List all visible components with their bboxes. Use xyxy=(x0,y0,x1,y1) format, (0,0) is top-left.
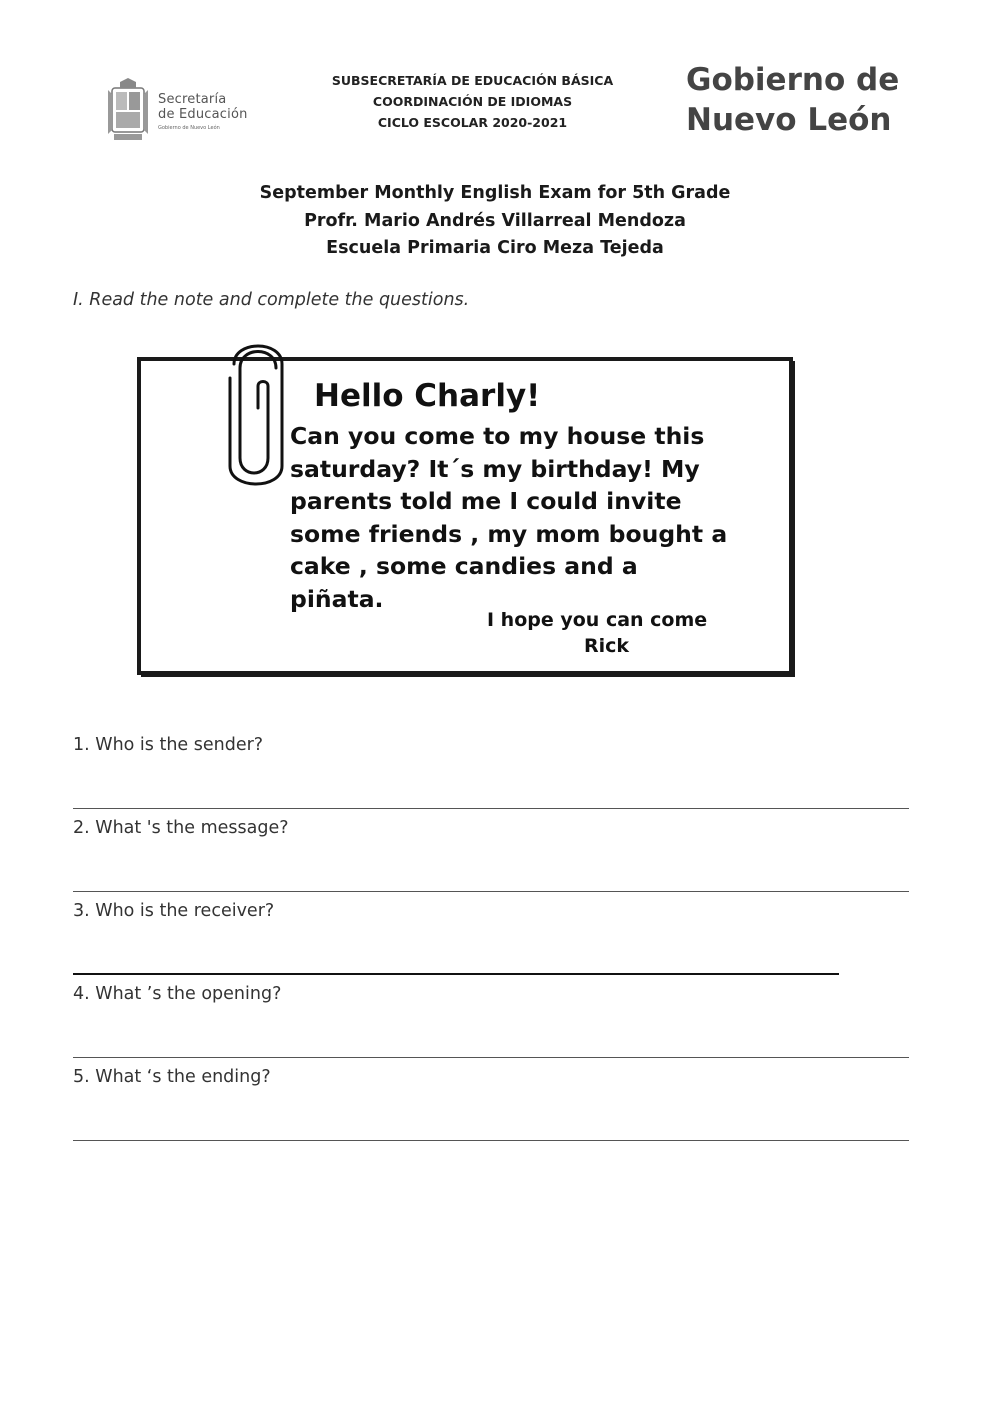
note-body xyxy=(290,420,770,615)
secretaria-line2: de Educación xyxy=(158,107,248,122)
note-closing: I hope you can come xyxy=(487,609,708,631)
header-center-line1: SUBSECRETARÍA DE EDUCACIÓN BÁSICA xyxy=(331,73,614,88)
note-body-line: some friends , my mom bought a xyxy=(290,519,728,548)
title-line1: September Monthly English Exam for 5th Grade xyxy=(259,183,731,203)
title-line3: Escuela Primaria Ciro Meza Tejeda xyxy=(326,238,664,258)
title-line2: Profr. Mario Andrés Villarreal Mendoza xyxy=(304,210,686,231)
note-body-line: piñata. xyxy=(290,584,384,613)
note-body-line: Can you come to my house this xyxy=(290,422,705,450)
answer-line-3[interactable] xyxy=(73,973,839,975)
note-greeting: Hello Charly! xyxy=(314,378,541,414)
secretaria-logo xyxy=(106,78,266,144)
gobierno-line2: Nuevo León xyxy=(686,102,892,138)
header-center-line3: CICLO ESCOLAR 2020-2021 xyxy=(377,115,568,130)
question-1: 1. Who is the sender? xyxy=(73,735,264,755)
note-body-line: parents told me I could invite xyxy=(290,487,682,515)
question-4: 4. What ’s the opening? xyxy=(73,984,282,1004)
answer-line-2[interactable] xyxy=(73,891,909,892)
question-5: 5. What ‘s the ending? xyxy=(73,1067,271,1087)
answer-line-1[interactable] xyxy=(73,808,909,809)
secretaria-line3: Gobierno de Nuevo León xyxy=(158,125,220,131)
question-2: 2. What 's the message? xyxy=(73,818,289,838)
gobierno-logo xyxy=(686,60,936,140)
question-3: 3. Who is the receiver? xyxy=(73,901,275,921)
gobierno-line1: Gobierno de xyxy=(686,62,900,98)
paperclip-icon xyxy=(210,338,290,488)
note-body-line: cake , some candies and a xyxy=(290,552,638,580)
note-signature: Rick xyxy=(584,635,630,657)
exam-title xyxy=(0,180,990,263)
coat-of-arms-icon xyxy=(106,78,150,142)
header-subsecretaria xyxy=(300,70,645,133)
answer-line-5[interactable] xyxy=(73,1140,909,1141)
secretaria-line1: Secretaría xyxy=(158,92,227,107)
instruction: I. Read the note and complete the questions. xyxy=(73,290,470,310)
note-body-line: saturday? It´s my birthday! My xyxy=(290,454,700,483)
answer-line-4[interactable] xyxy=(73,1057,909,1058)
header-center-line2: COORDINACIÓN DE IDIOMAS xyxy=(372,94,573,109)
